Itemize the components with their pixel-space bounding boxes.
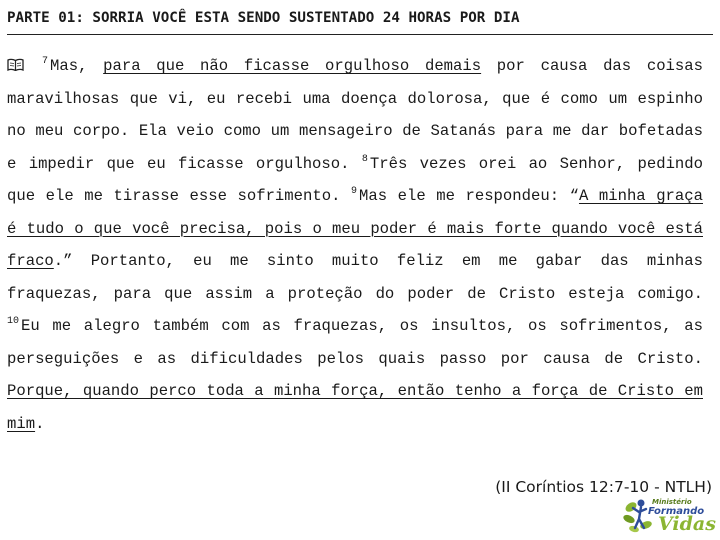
ministry-logo bbox=[622, 495, 716, 535]
logo-line-2: Formando bbox=[648, 506, 705, 517]
verse-10-underlined: Porque, quando perco toda a minha força, então tenho a força de Cristo em mim bbox=[7, 382, 703, 433]
verse-number-8: 8 bbox=[361, 153, 368, 165]
logo-line-1: Ministério bbox=[652, 498, 692, 506]
scripture-passage bbox=[7, 50, 703, 440]
verse-10-text-end: . bbox=[35, 414, 45, 433]
verse-number-7: 7 bbox=[42, 56, 49, 67]
open-book-icon bbox=[7, 58, 24, 71]
logo-line-3: Vidas bbox=[658, 513, 716, 535]
verse-9-underlined: A minha graça é tudo o que você precisa, pois o meu poder é mais forte quando você está fraco bbox=[7, 187, 703, 270]
verse-7-underlined: para que não ficasse orgulhoso demais bbox=[103, 57, 482, 75]
scripture-reference: (II Coríntios 12:7-10 - NTLH) bbox=[495, 478, 712, 496]
verse-9-text-cont: .” Portanto, eu me sinto muito feliz em me gabar das minhas fraquezas, para que assim a proteção do poder de Cristo esteja comigo. bbox=[7, 252, 703, 303]
verse-8-text: Três vezes orei ao Senhor, pedindo que ele me tirasse esse sofrimento. bbox=[7, 154, 704, 205]
verse-10-text: Eu me alegro também com as fraquezas, os insultos, os sofrimentos, as perseguições e as dificuldades pelos quais passo por causa de Cristo. bbox=[7, 317, 703, 368]
page-title: PARTE 01: SORRIA VOCÊ ESTA SENDO SUSTENTADO 24 HORAS POR DIA bbox=[7, 10, 520, 26]
passage-paragraph bbox=[7, 50, 703, 440]
verse-number-10: 10 bbox=[7, 316, 20, 327]
verse-number-9: 9 bbox=[350, 186, 357, 197]
verse-7-text-cont: por causa das coisas maravilhosas que vi, eu recebi uma doença dolorosa, que é como um espinho no meu corpo. Ela veio como um mensageiro de Satanás para me dar bofetadas e impedir que eu ficasse orgulhoso. bbox=[7, 57, 703, 173]
verse-9-text: Mas ele me respondeu: “ bbox=[359, 187, 579, 205]
verse-7-text: Mas, bbox=[50, 57, 104, 75]
title-underline bbox=[7, 34, 713, 35]
